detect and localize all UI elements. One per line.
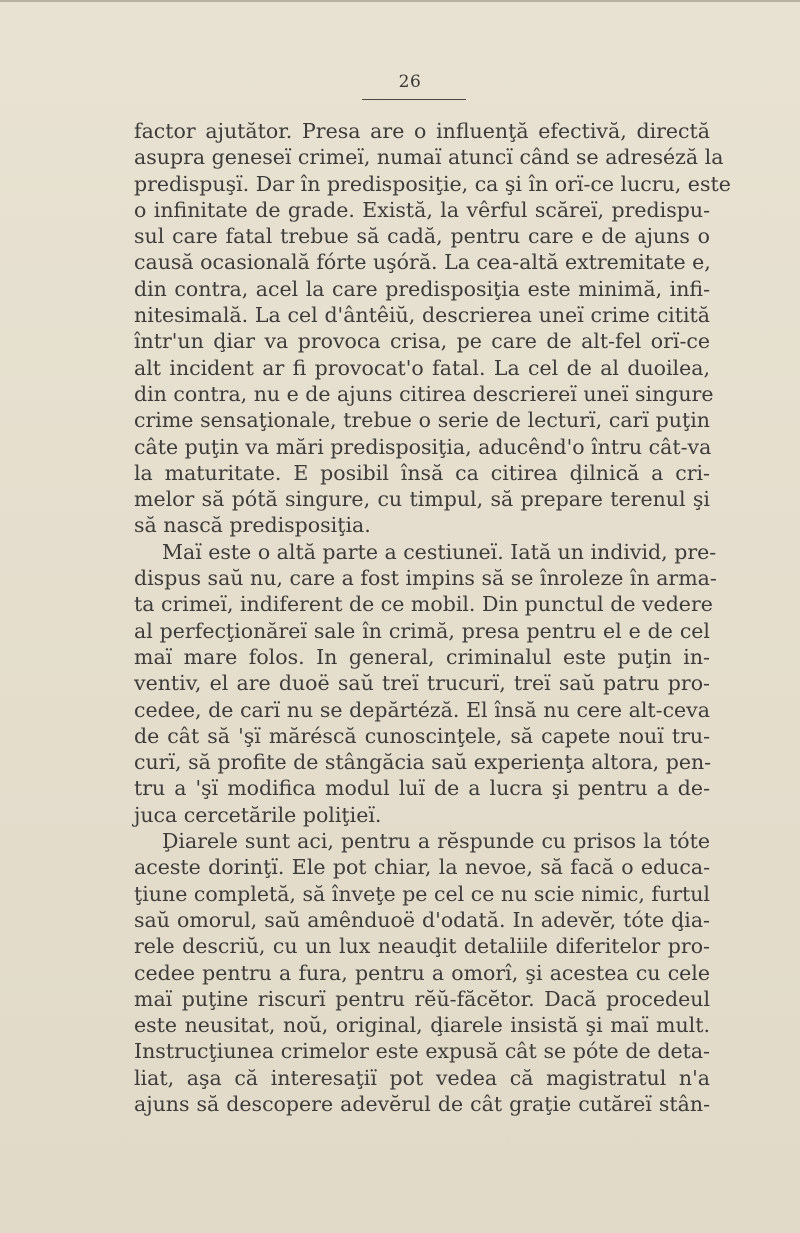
text-line: într'un ḑiar va provoca crisa, pe care de alt-fel orï-ce	[134, 329, 710, 354]
text-line: predispuşï. Dar în predisposiţie, ca şi în orï-ce lucru, este	[134, 171, 731, 196]
text-line: o infinitate de grade. Există, la vêrful scăreï, predispu-	[134, 197, 710, 222]
text-line: al perfecţionăreï sale în crimă, presa pentru el e de cel	[134, 618, 710, 643]
text-line: la maturitate. E posibil însă ca citirea ḑilnică a cri-	[134, 460, 710, 485]
text-line: Instrucţiunea crimelor este expusă cât se póte de deta-	[134, 1039, 710, 1064]
header-rule	[362, 99, 466, 100]
text-line: Ḑiarele sunt aci, pentru a rĕspunde cu prisos la tóte	[162, 829, 710, 854]
text-line: melor să pótă singure, cu timpul, să prepare terenul şi	[134, 487, 710, 512]
text-line: ţiune completă, să înveţe pe cel ce nu scie nimic, furtul	[134, 881, 710, 906]
text-line: factor ajutător. Presa are o influenţă efectivă, directă	[134, 119, 710, 143]
text-line: crime sensaţionale, trebue o serie de lecturï, carï puţin	[134, 408, 710, 433]
text-line: rele descriŭ, cu un lux neauḑit detaliile diferitelor pro-	[134, 934, 710, 959]
text-line: să nască predisposiţia.	[134, 513, 371, 538]
text-line: de cât să 'şï măréscă cunoscinţele, să capete nouï tru-	[134, 723, 710, 748]
text-line: nitesimală. La cel d'ântêiŭ, descrierea uneï crime citită	[134, 303, 710, 328]
text-line: saŭ omorul, saŭ amênduoë d'odată. In adevĕr, tóte ḑia-	[134, 907, 710, 932]
text-line: din contra, nu e de ajuns citirea descriereï uneï singure	[134, 381, 714, 406]
text-line: ajuns să descopere adevĕrul de cât graţie cutăreï stân-	[134, 1091, 710, 1116]
text-line: maï mare folos. In general, criminalul este puţin in-	[134, 644, 710, 669]
text-line: causă ocasională fórte uşóră. La cea-altă extremitate e,	[134, 250, 711, 275]
text-line: ventiv, el are duoë saŭ treï trucurï, treï saŭ patru pro-	[134, 671, 710, 696]
text-line: juca cercetările poliţieï.	[134, 802, 382, 827]
text-line: sul care fatal trebue să cadă, pentru care e de ajuns o	[134, 224, 710, 249]
text-line: din contra, acel la care predisposiţia este minimă, infi-	[134, 276, 710, 301]
text-line: câte puţin va mări predisposiţia, aducênd'o întru cât-va	[134, 434, 712, 459]
text-line: curï, să profite de stângăcia saŭ experienţa altora, pen-	[134, 750, 712, 775]
text-line: aceste dorinţï. Ele pot chiar, la nevoe, să facă o educa-	[134, 855, 710, 880]
text-line: dispus saŭ nu, care a fost impins să se înroleze în arma-	[134, 566, 717, 591]
text-line: cedee pentru a fura, pentru a omorî, şi acestea cu cele	[134, 960, 710, 985]
text-line: ta crimeï, indiferent de ce mobil. Din punctul de vedere	[134, 592, 713, 617]
top-edge-line	[0, 0, 800, 2]
text-line: Maï este o altă parte a cestiuneï. Iată un individ, pre-	[162, 539, 717, 564]
text-line: este neusitat, noŭ, original, ḑiarele insistă şi maï mult.	[134, 1013, 710, 1038]
body-text	[134, 118, 731, 1117]
text-line: asupra geneseï crimeï, numaï atuncï când se adreséză la	[134, 145, 724, 170]
text-line: tru a 'şï modifica modul luï de a lucra şi pentru a de-	[134, 776, 710, 801]
text-line: alt incident ar fi provocat'o fatal. La cel de al duoilea,	[134, 355, 710, 380]
text-line: maï puţine riscurï pentru rĕŭ-făcĕtor. Dacă procedeul	[134, 986, 710, 1011]
page-number: 26	[398, 72, 422, 92]
text-line: cedee, de carï nu se depărtéză. El însă nu cere alt-ceva	[134, 697, 710, 722]
text-line: liat, aşa că interesaţiï pot vedea că magistratul n'a	[134, 1065, 710, 1090]
